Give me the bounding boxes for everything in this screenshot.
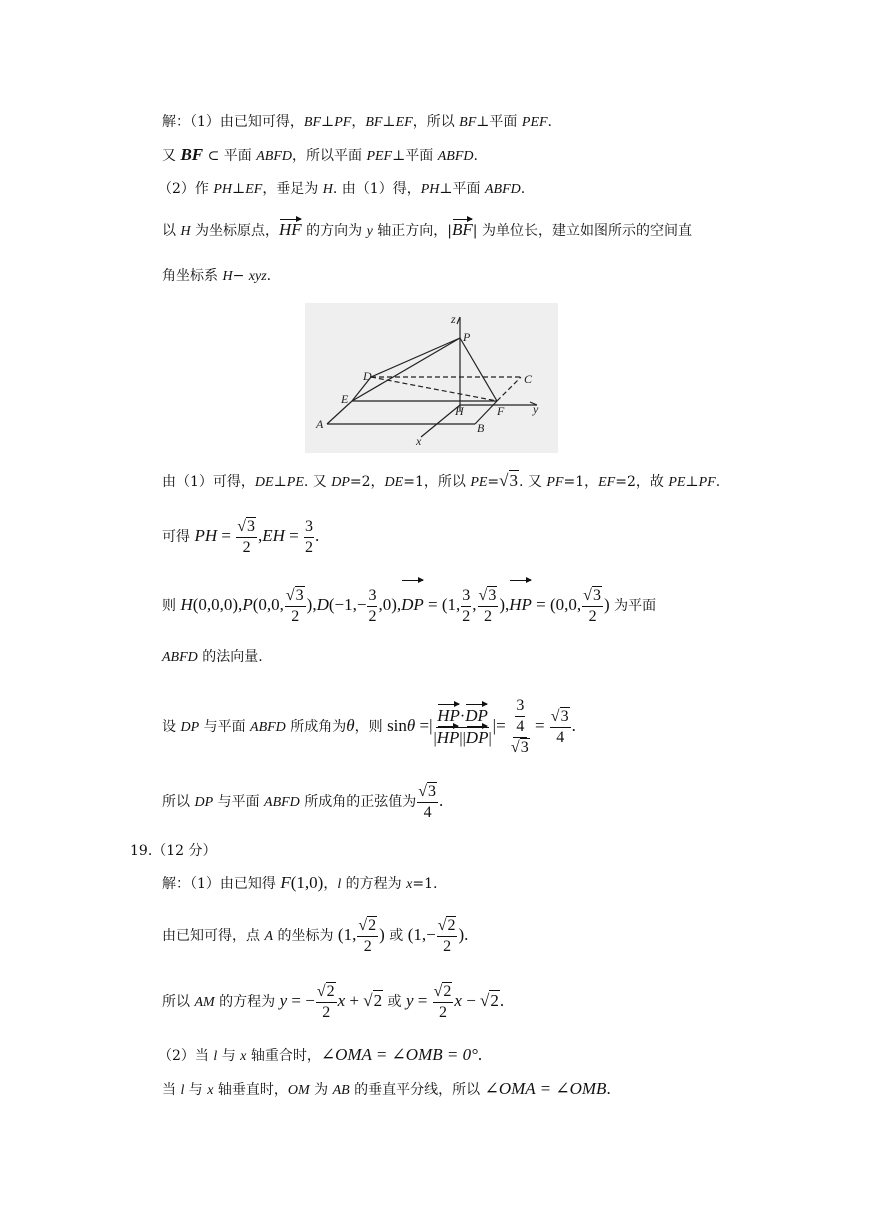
text: 3: [428, 782, 437, 800]
text: ·: [459, 707, 466, 725]
label-x: x: [416, 434, 422, 448]
text: x: [454, 991, 462, 1010]
text: (0,0,: [252, 595, 284, 614]
text: ⊥平面: [439, 181, 485, 197]
fraction: $\frac{√2}{2}$: [433, 982, 452, 1021]
text: 2: [588, 607, 597, 625]
text: x: [240, 1049, 247, 1064]
text: 2: [368, 916, 377, 934]
vector-hp: HP: [509, 582, 532, 628]
text: |=: [492, 716, 510, 735]
text: 所成角的正弦值为: [299, 794, 417, 810]
text: =|: [415, 716, 433, 735]
solution-part2-line9: [162, 778, 443, 826]
text: 的方向为: [301, 223, 367, 239]
text: F: [280, 873, 291, 892]
text: PF: [334, 115, 352, 130]
text: BF: [459, 115, 477, 130]
text: ABFD: [485, 182, 521, 197]
text: 或: [384, 928, 408, 944]
text: 或: [383, 994, 406, 1010]
text: θ: [346, 716, 355, 735]
text: ,: [472, 595, 477, 614]
text: 2: [322, 1003, 331, 1021]
solution-part1-line1: [162, 113, 552, 132]
text: ,: [258, 526, 263, 545]
text: 2: [363, 937, 372, 955]
vector-bf: BF: [452, 220, 473, 239]
text: ⊥平面: [392, 148, 438, 164]
edge-pf: [460, 338, 497, 401]
text: x: [337, 991, 346, 1010]
text: 3: [304, 517, 314, 538]
text: 又: [162, 148, 181, 164]
text: 3: [560, 707, 569, 725]
text: 2: [443, 937, 452, 955]
text: =2，: [349, 474, 385, 490]
vector-dp: DP: [465, 727, 489, 747]
fraction: $\frac{√2}{2}$: [437, 916, 456, 955]
text: DP: [194, 795, 214, 810]
text: （2）作: [158, 181, 214, 197]
text: .: [315, 526, 320, 545]
text: sin: [387, 716, 407, 735]
text: PEF: [366, 149, 393, 164]
text: l: [180, 1083, 185, 1098]
q19-solution-line2: [162, 912, 468, 960]
solution-part2-line4: 由（1）可得，DE⊥PE. 又 DP=2，DE=1，所以 PE=√3. 又 PF=1，EF=2，故 PE⊥PF.: [162, 471, 721, 490]
text: 2: [443, 982, 452, 1000]
text: ，则: [354, 719, 388, 735]
text: (−1,−: [328, 595, 367, 614]
text: ),: [499, 595, 510, 614]
fraction: [461, 586, 471, 627]
text: H: [222, 269, 233, 284]
text: H: [322, 182, 333, 197]
label-c: C: [524, 372, 533, 386]
text: 可得: [162, 529, 195, 545]
text: −: [461, 991, 481, 1010]
text: 所成角为: [285, 719, 347, 735]
text: ABFD: [256, 149, 292, 164]
text: 4: [556, 728, 565, 746]
text: 解：（1）由已知可得，: [162, 114, 304, 130]
text: ,0),: [378, 595, 402, 614]
text: .: [571, 716, 576, 735]
text: .: [266, 268, 272, 284]
text: 以: [162, 223, 181, 239]
text: =: [530, 716, 549, 735]
text: 轴重合时，: [246, 1048, 321, 1064]
text: DE: [254, 475, 274, 490]
text: 3: [367, 586, 377, 607]
text: PE: [668, 475, 686, 490]
text: xyz: [248, 269, 267, 284]
vector-hf: HF: [279, 220, 302, 239]
text: ∠OMA = ∠OMB = 0°: [320, 1045, 478, 1064]
text: 轴垂直时，: [213, 1082, 288, 1098]
text: ABFD: [437, 149, 474, 164]
text: ，垂足为: [262, 181, 323, 197]
text: |: [488, 729, 492, 747]
fraction: [434, 706, 492, 749]
text: = (0,0,: [531, 595, 582, 614]
text: 由（1）可得，: [162, 474, 255, 490]
text: 2: [447, 916, 456, 934]
text: 的法向量.: [197, 649, 263, 665]
label-y: y: [533, 402, 539, 416]
text: 2: [490, 991, 499, 1010]
text: | 为单位长，建立如图所示的空间直: [472, 223, 692, 239]
label-z: z: [451, 312, 456, 326]
vector-dp: DP: [401, 582, 424, 628]
fraction: $\frac{√2}{2}$: [316, 982, 335, 1021]
text: AM: [194, 995, 215, 1010]
text: 4: [423, 803, 432, 821]
text: 19.（12 分）: [130, 843, 217, 859]
text: OM: [287, 1083, 310, 1098]
text: ): [458, 925, 465, 944]
text: EF: [395, 115, 413, 130]
text: ),: [306, 595, 317, 614]
text: =: [217, 526, 236, 545]
text: 与: [217, 1048, 241, 1064]
solution-part2-line2: [162, 221, 692, 241]
text: . 由（1）得，: [332, 181, 421, 197]
text: .: [464, 925, 469, 944]
text: 当: [162, 1082, 181, 1098]
text: 解：（1）由已知得: [162, 876, 281, 892]
text: ∠OMA = ∠OMB: [484, 1079, 607, 1098]
solution-part2-line6: [162, 582, 656, 629]
text: .: [715, 474, 721, 490]
text: ⊥: [273, 474, 287, 490]
text: 3: [509, 471, 518, 490]
text: 的方程为: [341, 876, 407, 892]
text: ||: [459, 729, 466, 747]
text: ⊥: [685, 474, 699, 490]
text: = (1,: [423, 595, 461, 614]
text: =1.: [412, 876, 438, 892]
text: ⊂ 平面: [203, 148, 257, 164]
text: H: [180, 595, 193, 614]
text: 为平面: [609, 598, 657, 614]
text: −: [232, 268, 249, 284]
solution-part2-line1: [158, 180, 525, 199]
text: 设: [162, 719, 181, 735]
text: +: [345, 991, 364, 1010]
text: PH: [194, 526, 218, 545]
text: (1,0): [290, 873, 324, 892]
edge-pd: [371, 338, 460, 377]
text: ⊥平面: [476, 114, 522, 130]
text: =: [413, 991, 432, 1010]
label-p: P: [463, 330, 471, 344]
fraction: $\frac{\frac{3}{4}}{√3}$: [510, 697, 529, 756]
vector-hp: HP: [437, 705, 460, 725]
text: 3: [295, 586, 304, 604]
text: 2: [291, 607, 300, 625]
text: x: [406, 877, 413, 892]
text: θ: [406, 716, 416, 735]
fraction: $\frac{√3}{4}$: [550, 707, 569, 746]
text: DE: [384, 475, 404, 490]
fraction: [367, 586, 377, 627]
text: 与: [184, 1082, 208, 1098]
fraction: $\frac{√3}{2}$: [583, 586, 601, 625]
edge-df: [371, 377, 497, 401]
text: PH: [420, 182, 440, 197]
text: DP: [331, 475, 350, 490]
text: 由已知可得，点: [162, 928, 265, 944]
text: 与平面: [199, 719, 251, 735]
fraction: $\frac{√3}{2}$: [478, 586, 497, 625]
text: H: [180, 224, 191, 239]
text: 所以: [162, 994, 195, 1010]
text: ，所以平面: [292, 148, 367, 164]
text: A: [264, 929, 274, 944]
fraction: $\frac{√3}{2}$: [285, 586, 304, 625]
text: 2: [373, 991, 383, 1010]
text: PF: [698, 475, 716, 490]
text: EF: [245, 182, 263, 197]
q19-solution-line1: [162, 874, 437, 894]
text: AB: [332, 1083, 350, 1098]
label-e: E: [341, 392, 349, 406]
solution-part2-line8: [162, 686, 576, 768]
text: (1,−: [407, 925, 436, 944]
fraction: $\frac{√2}{2}$: [358, 916, 377, 955]
text: .: [473, 148, 478, 164]
text: EF: [598, 475, 616, 490]
text: =: [284, 526, 304, 545]
label-f: F: [497, 404, 505, 418]
text: (1,: [337, 925, 357, 944]
text: 4: [516, 718, 525, 735]
text: ，: [323, 876, 338, 892]
text: DP: [180, 720, 200, 735]
text: 为坐标原点，: [190, 223, 280, 239]
text: x: [207, 1083, 214, 1098]
text: PEF: [521, 115, 548, 130]
text: = −: [287, 991, 315, 1010]
text: =2，故: [615, 474, 669, 490]
text: BF: [303, 115, 322, 130]
label-h: H: [455, 404, 464, 418]
text: ，所以: [412, 114, 460, 130]
label-a: A: [316, 417, 324, 431]
fraction: [304, 517, 314, 558]
text: . 又: [303, 474, 332, 490]
text: (0,0,0),: [192, 595, 243, 614]
text: y: [279, 991, 288, 1010]
text: P: [242, 595, 253, 614]
text: 的垂直平分线，所以: [349, 1082, 485, 1098]
text: ⊥: [382, 114, 396, 130]
edge-fc: [497, 377, 521, 401]
text: 2: [305, 538, 314, 556]
text: y: [405, 991, 414, 1010]
text: 3: [488, 586, 497, 604]
q19-solution-line4: [158, 1046, 482, 1066]
text: l: [213, 1049, 218, 1064]
text: ⊥: [232, 181, 246, 197]
text: 的方程为: [214, 994, 280, 1010]
text: ABFD: [162, 650, 198, 665]
text: 3: [592, 586, 601, 604]
text: EH: [262, 526, 285, 545]
text: （2）当: [158, 1048, 214, 1064]
fraction: $\frac{√3}{2}$: [237, 517, 255, 556]
text: 3: [515, 696, 525, 717]
text: 则: [162, 598, 181, 614]
question-19-header: [130, 842, 217, 860]
text: =: [487, 474, 500, 490]
label-d: D: [363, 369, 372, 383]
fraction: $\frac{√3}{4}$: [418, 782, 437, 821]
text: 与平面: [213, 794, 265, 810]
text: 2: [326, 982, 335, 1000]
solution-part1-line2: [162, 146, 478, 166]
text: |: [433, 729, 437, 747]
text: 2: [439, 1003, 448, 1021]
solution-part2-line5: [162, 514, 319, 559]
text: PE: [286, 475, 304, 490]
text: y: [366, 224, 373, 239]
text: BF: [180, 145, 204, 164]
text: 的坐标为: [273, 928, 338, 944]
text: 2: [462, 607, 471, 625]
text: ABFD: [264, 795, 300, 810]
text: ): [603, 595, 610, 614]
text: .: [477, 1045, 483, 1064]
text: =1，所以: [403, 474, 471, 490]
text: ABFD: [250, 720, 286, 735]
text: .: [439, 791, 444, 810]
text: .: [499, 991, 505, 1010]
text: 角坐标系: [162, 268, 223, 284]
solution-part2-line7: [162, 648, 263, 667]
text: 所以: [162, 794, 195, 810]
text: =1，: [563, 474, 599, 490]
text: .: [606, 1079, 611, 1098]
text: D: [316, 595, 329, 614]
text: 3: [247, 517, 255, 535]
figure-svg: [305, 303, 558, 453]
text: l: [337, 877, 342, 892]
text: PE: [470, 475, 488, 490]
text: PH: [213, 182, 233, 197]
solution-part2-line3: [162, 267, 271, 286]
coordinate-system-figure: [305, 303, 558, 453]
text: ⊥: [321, 114, 335, 130]
q19-solution-line5: [162, 1080, 611, 1100]
text: 2: [368, 607, 377, 625]
text: 2: [242, 538, 251, 556]
q19-solution-line3: 所以 AM 的方程为 y = − $\frac{√2}{2}$ x + √2 或 y = $\frac{√2}{2}$ x − √2.: [162, 982, 505, 1021]
vector-dp: DP: [465, 705, 488, 725]
text: BF: [365, 115, 383, 130]
text: . 又: [519, 474, 547, 490]
text: 3: [520, 739, 529, 756]
text: .: [520, 181, 526, 197]
text: 为: [309, 1082, 333, 1098]
text: 3: [461, 586, 471, 607]
text: 轴正方向，|: [372, 223, 452, 239]
text: ): [379, 925, 385, 944]
text: ，: [351, 114, 366, 130]
vector-hp: HP: [436, 727, 460, 747]
fraction: [515, 696, 525, 737]
text: 2: [483, 607, 492, 625]
text: PF: [546, 475, 564, 490]
label-b: B: [477, 421, 485, 435]
text: .: [547, 114, 552, 130]
